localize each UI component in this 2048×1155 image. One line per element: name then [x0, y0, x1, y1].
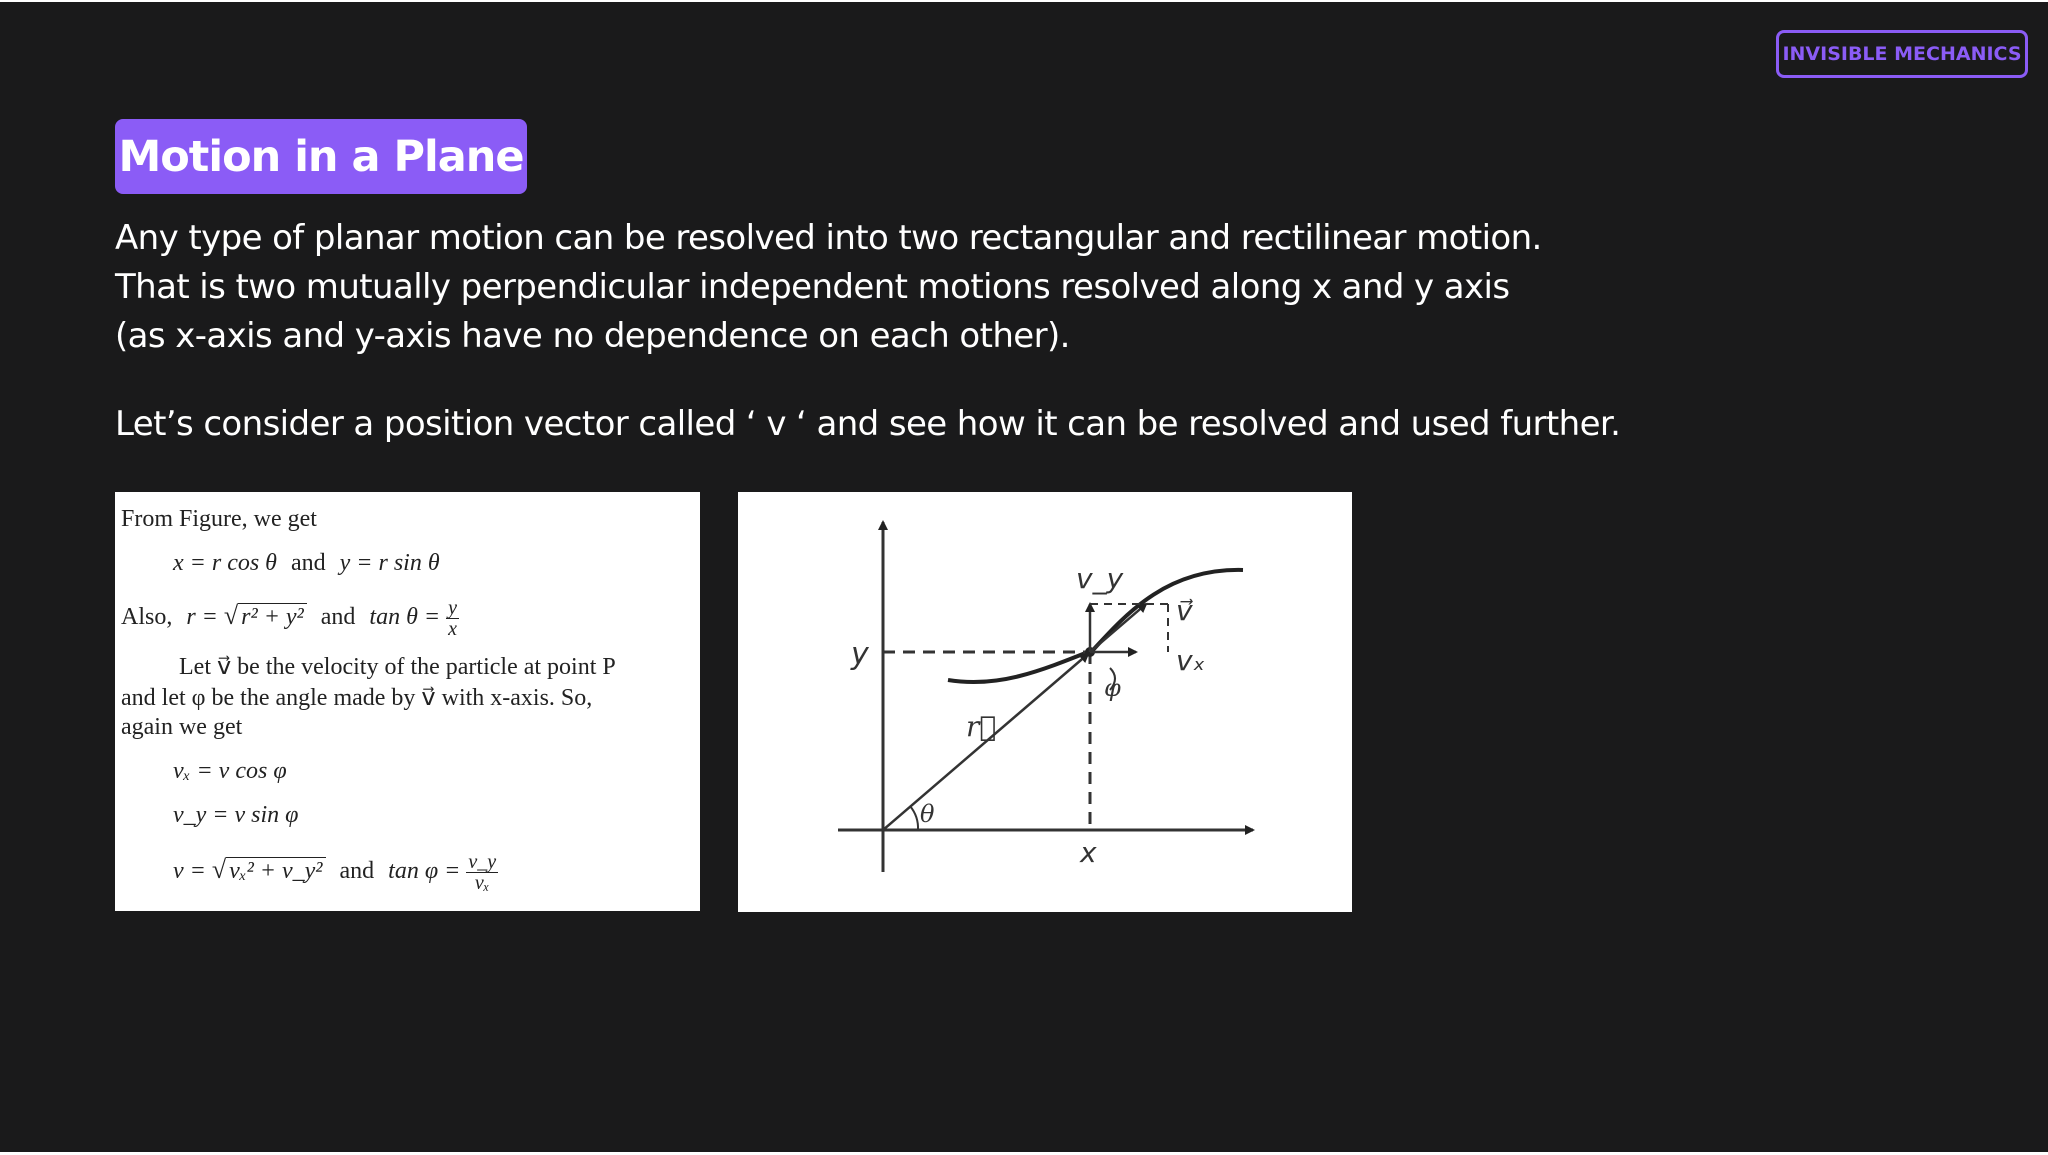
equation-v-tan: v = √ vₓ² + v_y² and tan φ = $\frac{v\_y}{\text{vₓ}}$ [173, 851, 497, 894]
intro-paragraph [115, 214, 1542, 361]
velocity-text-line-3: again we get [121, 714, 243, 740]
tan-theta-label: tan θ = [369, 604, 441, 631]
label-y: y [851, 637, 869, 672]
label-phi: φ [1104, 674, 1121, 702]
theta-arc [910, 806, 918, 830]
label-vy: v_y [1076, 562, 1124, 595]
velocity-text-line-2: and let φ be the angle made by v⃗ with x-axis. So, [121, 685, 593, 711]
slide-background [0, 2, 2048, 1152]
and-label-2: and [339, 858, 375, 885]
r-radicand: r² + y² [238, 603, 307, 630]
intro-line-1: Any type of planar motion can be resolved into two rectangular and rectilinear motion. [115, 218, 1542, 258]
equation-vx: vₓ = v cos φ [173, 758, 287, 784]
equation-and: and [290, 550, 326, 576]
v-equals: v = [173, 858, 206, 885]
velocity-vector [1090, 604, 1146, 652]
consider-paragraph: Let’s consider a position vector called ‘ v ‘ and see how it can be resolved and used further. [115, 404, 1621, 444]
equation-vy: v_y = v sin φ [173, 802, 299, 828]
tan-phi-fraction [466, 852, 498, 893]
vector-diagram-svg [738, 492, 1352, 912]
intro-line-2: That is two mutually perpendicular independent motions resolved along x and y axis [115, 267, 1510, 307]
equation-r-tan: Also, r = √ r² + y² and tan θ = $\frac{y}{x}$ [121, 597, 457, 640]
tan-theta-numerator: y [448, 597, 457, 619]
label-vx: vₓ [1176, 644, 1205, 677]
equation-x: x = r cos θ [173, 550, 277, 576]
formula-panel [115, 492, 700, 911]
tan-phi-denominator: vₓ [474, 872, 490, 894]
page-title: Motion in a Plane [115, 119, 527, 194]
tan-theta-fraction [446, 598, 459, 639]
also-label: Also, [121, 604, 173, 631]
formula-heading: From Figure, we get [121, 506, 317, 532]
velocity-text-line-1: Let v⃗ be the velocity of the particle at point P [179, 654, 616, 680]
label-x: x [1080, 836, 1097, 869]
label-v: v⃗ [1176, 594, 1193, 627]
label-theta: θ [920, 800, 935, 828]
label-r: r⃗ [966, 710, 997, 743]
tan-phi-label: tan φ = [388, 858, 461, 885]
r-equals: r = [186, 604, 218, 631]
tan-theta-denominator: x [448, 618, 457, 640]
intro-line-3: (as x-axis and y-axis have no dependence on each other). [115, 316, 1070, 356]
equation-x-y [173, 550, 440, 577]
equation-y: y = r sin θ [339, 550, 440, 576]
tan-phi-numerator: v_y [468, 851, 497, 873]
and-label: and [320, 604, 356, 631]
brand-badge: INVISIBLE MECHANICS [1776, 30, 2028, 78]
vector-diagram [738, 492, 1352, 912]
v-radicand: vₓ² + v_y² [226, 857, 325, 884]
